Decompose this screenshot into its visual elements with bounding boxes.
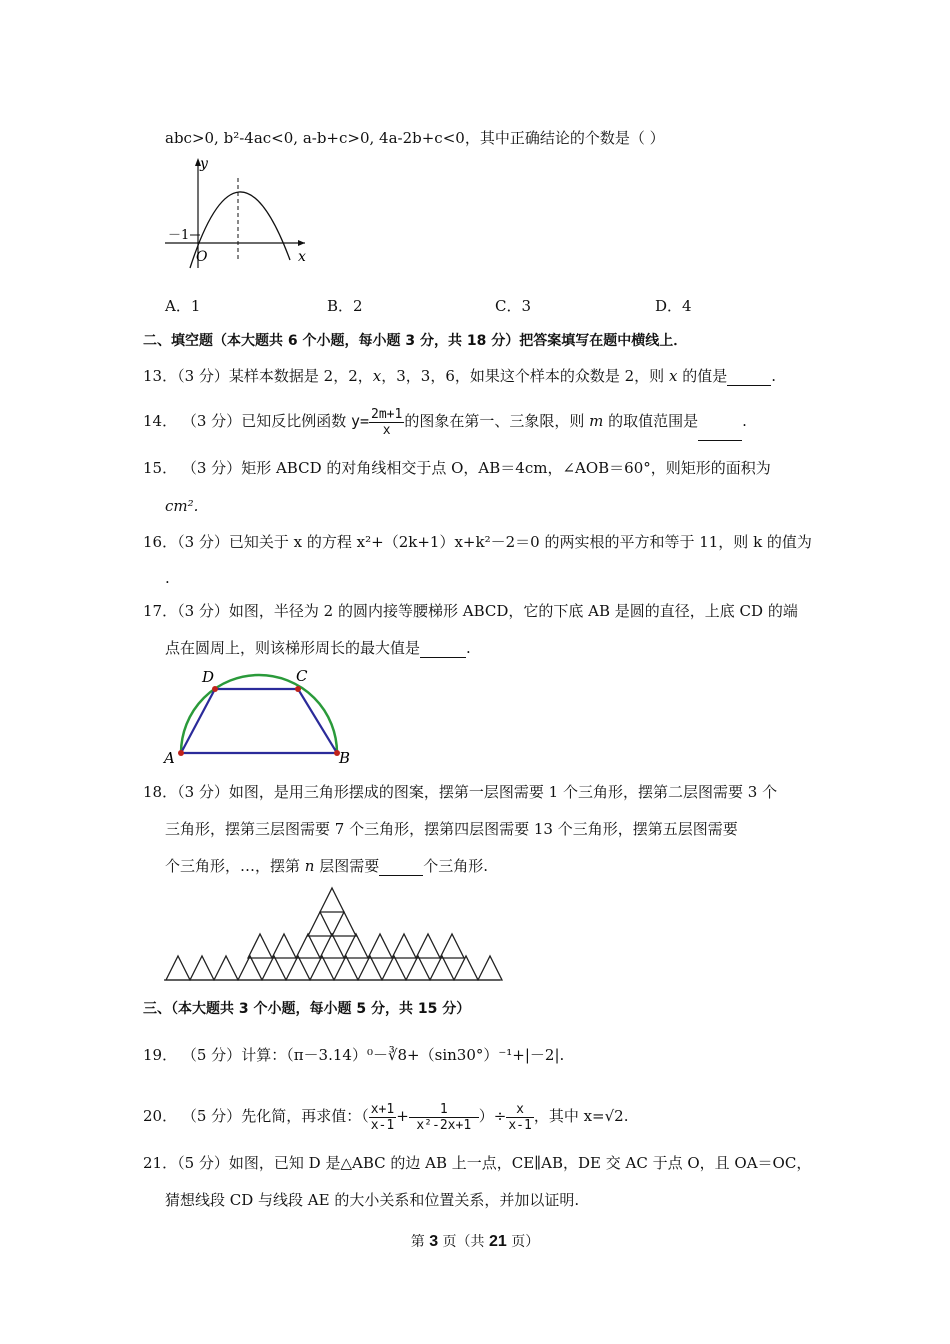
q12-option-d: D．4 [655, 297, 692, 315]
pattern-triangle [332, 912, 356, 936]
pattern-triangle [454, 956, 478, 980]
q17-label-a: A [164, 749, 175, 767]
q17-trapezoid-figure [160, 665, 355, 770]
q12-tick-label: －1 [168, 228, 190, 243]
q17-label-b: B [339, 749, 351, 767]
pattern-triangle [406, 956, 430, 980]
pattern-triangle [320, 888, 344, 912]
q19: 19． （5 分）计算：（π－3.14）⁰－∛8+（sin30°）⁻¹+|－2|. [143, 1046, 565, 1064]
q12-y-label: y [200, 156, 208, 172]
q20-fraction-2: $\frac{1}{\text{x²-2x+1}}$ [409, 1102, 479, 1133]
q12-option-a: A．1 [165, 297, 201, 315]
q12-option-c: C．3 [495, 297, 532, 315]
page-number: 3 [429, 1233, 439, 1250]
pattern-triangle [478, 956, 502, 980]
q13: 13．（3 分）某样本数据是 2，2，x，3，3，6，如果这个样本的众数是 2，则 x 的值是 . [143, 367, 776, 385]
q17-label-d: D [202, 668, 215, 686]
pattern-triangle [416, 934, 440, 958]
pattern-triangle [440, 934, 464, 958]
q12-origin-label: O [196, 249, 208, 265]
q21-line2: 猜想线段 CD 与线段 AE 的大小关系和位置关系，并加以证明. [165, 1191, 580, 1209]
pattern-triangle [296, 934, 320, 958]
pattern-triangle [310, 956, 334, 980]
q18-line3: 个三角形，…，摆第 n 层图需要 个三角形. [165, 857, 489, 875]
q20-fraction-1: $\frac{x+1}{x-1}$ [370, 1101, 395, 1133]
pattern-triangle [392, 934, 416, 958]
pattern-triangle [430, 956, 454, 980]
q12-option-b: B．2 [327, 297, 363, 315]
q12-tail: 其中正确结论的个数是（ ） [479, 129, 665, 147]
q20-fraction-3: $\frac{x}{x-1}$ [508, 1101, 532, 1133]
pattern-triangle [272, 934, 296, 958]
q17-answer-blank [420, 643, 466, 658]
q18-triangle-pattern [160, 884, 505, 984]
pattern-triangle [262, 956, 286, 980]
q17-line2: 点在圆周上，则该梯形周长的最大值是 . [165, 639, 471, 657]
q14-answer-blank [698, 426, 742, 441]
pattern-triangle [320, 934, 344, 958]
q21-line1: 21．（5 分）如图，已知 D 是△ABC 的边 AB 上一点，CE∥AB，DE 交 AC 于点 O，且 OA＝OC， [143, 1154, 812, 1172]
q12-parabola-graph [160, 150, 320, 270]
page-footer: 第 3 页（共 21 页） [410, 1233, 540, 1250]
pattern-triangle [368, 934, 392, 958]
pattern-triangle [334, 956, 358, 980]
page-total: 21 [489, 1233, 507, 1250]
q16: 16．（3 分）已知关于 x 的方程 x²+（2k+1）x+k²－2＝0 的两实根的平方和等于 11，则 k 的值为 [143, 533, 812, 551]
q12-conditions-line: abc>0, b²-4ac<0, a-b+c>0, 4a-2b+c<0，其中正确结论的个数是（ ） [165, 129, 665, 147]
pattern-triangle [382, 956, 406, 980]
q17-line1: 17．（3 分）如图，半径为 2 的圆内接等腰梯形 ABCD，它的下底 AB 是圆的直径，上底 CD 的端 [143, 602, 798, 620]
q14: 14． （3 分）已知反比例函数 y= $\frac{2m+1}{x}$ 的图象在第一、三象限，则 m 的取值范围是 . [143, 401, 747, 441]
q18-answer-blank [379, 861, 423, 876]
q18-line1: 18．（3 分）如图，是用三角形摆成的图案，摆第一层图需要 1 个三角形，摆第二层图需要 3 个 [143, 783, 778, 801]
section2-heading: 二、填空题（本大题共 6 个小题，每小题 3 分，共 18 分）把答案填写在题中横线上． [143, 333, 688, 349]
pattern-triangle [238, 956, 262, 980]
pattern-triangle [214, 956, 238, 980]
q15: 15． （3 分）矩形 ABCD 的对角线相交于点 O，AB＝4cm，∠AOB＝60°，则矩形的面积为 [143, 459, 771, 477]
pattern-triangle [308, 912, 332, 936]
q12-x-label: x [298, 249, 306, 265]
q18-line2: 三角形，摆第三层图需要 7 个三角形，摆第四层图需要 13 个三角形，摆第五层图需要 [165, 820, 738, 838]
section3-heading: 三、（本大题共 3 个小题，每小题 5 分，共 15 分） [143, 1001, 471, 1017]
pattern-triangle [286, 956, 310, 980]
q20: 20． （5 分）先化简，再求值：（ $\frac{x+1}{x-1}$ + $\frac{1}{\text{x²-2x+1}}$ ）÷ $\frac{x}{x-1}$ ，其中 x=√2. [143, 1101, 629, 1133]
pattern-triangle [248, 934, 272, 958]
pattern-triangle [166, 956, 190, 980]
pattern-triangle [190, 956, 214, 980]
q12-conditions: abc>0, b²-4ac<0, a-b+c>0, 4a-2b+c<0 [165, 129, 465, 147]
q14-fraction: $\frac{2m+1}{x}$ [371, 406, 403, 438]
pattern-triangle [358, 956, 382, 980]
q17-label-c: C [296, 667, 308, 685]
pattern-triangle [344, 934, 368, 958]
q15-unit: cm². [165, 497, 199, 515]
q13-answer-blank [727, 371, 771, 386]
q16-cont: . [165, 569, 170, 587]
